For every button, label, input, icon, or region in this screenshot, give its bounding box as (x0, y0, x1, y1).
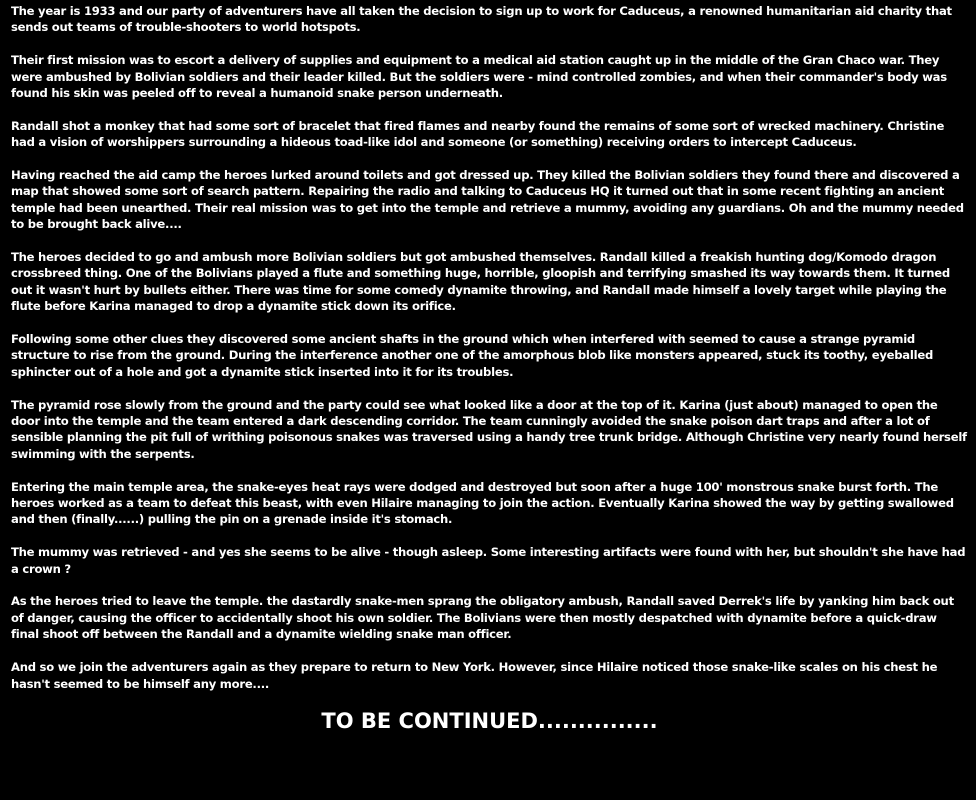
story-paragraph-11: And so we join the adventurers again as they prepare to return to New York. However, since Hilaire noticed those snake-like scales on his chest he hasn't seemed to be himself any more.... (11, 660, 938, 691)
story-paragraph-6: Following some other clues they discovered some ancient shafts in the ground which when interfered with seemed to cause a strange pyramid structure to rise from the ground. During the interference another one of the amorphous blob like monsters appeared, stuck its toothy, eyeballed sphincter out of a hole and got a dynamite stick inserted into it for its troubles. (11, 332, 933, 379)
story-paragraph-5: The heroes decided to go and ambush more Bolivian soldiers but got ambushed themselves. Randall killed a freakish hunting dog/Komodo dragon crossbreed thing. One of the Bolivians played a flute and something huge, horrible, gloopish and terrifying smashed its way towards them. It turned out it wasn't hurt by bullets either. There was time for some comedy dynamite throwing, and Randall made himself a lovely target while playing the flute before Karina managed to drop a dynamite stick down its orifice. (11, 250, 950, 314)
to-be-continued-heading: TO BE CONTINUED............... (321, 709, 658, 734)
story-paragraph-1: The year is 1933 and our party of adventurers have all taken the decision to sign up to work for Caduceus, a renowned humanitarian aid charity that sends out teams of trouble-shooters to world hotspots. (11, 4, 952, 35)
story-paragraph-10: As the heroes tried to leave the temple. the dastardly snake-men sprang the obligatory ambush, Randall saved Derrek's life by yanking him back out of danger, causing the officer to accidentally shoot his own soldier. The Bolivians were then mostly despatched with dynamite before a quick-draw final shoot off between the Randall and a dynamite wielding snake man officer. (11, 594, 954, 642)
story-paragraph-8: Entering the main temple area, the snake-eyes heat rays were dodged and destroyed but soon after a huge 100' monstrous snake burst forth. The heroes worked as a team to defeat this beast, with even Hilaire managing to join the action. Eventually Karina showed the way by getting swallowed and then (finally......) pulling the pin on a grenade inside it's stomach. (11, 479, 954, 527)
story-paragraph-3: Randall shot a monkey that had some sort of bracelet that fired flames and nearby found the remains of some sort of wrecked machinery. Christine had a vision of worshippers surrounding a hideous toad-like idol and someone (or something) receiving orders to intercept Caduceus. (11, 118, 945, 150)
story-paragraph-7: The pyramid rose slowly from the ground and the party could see what looked like a door at the top of it. Karina (just about) managed to open the door into the temple and the team entered a dark descending corridor. The team cunningly avoided the snake poison dart traps and after a lot of sensible planning the pit full of writhing poisonous snakes was traversed using a handy tree trunk bridge. Although Christine very nearly found herself swimming with the serpents. (11, 397, 967, 461)
story-paragraph-4: Having reached the aid camp the heroes lurked around toilets and got dressed up. They killed the Bolivian soldiers they found there and discovered a map that showed some sort of search pattern. Repairing the radio and talking to Caduceus HQ it turned out that in some recent fighting an ancient temple had been unearthed. Their real mission was to get into the temple and retrieve a mummy, avoiding any guardians. Oh and the mummy needed to be brought back alive.... (11, 168, 964, 232)
story-paragraph-2: Their first mission was to escort a delivery of supplies and equipment to a medical aid station caught up in the middle of the Gran Chaco war. They were ambushed by Bolivian soldiers and their leader killed. But the soldiers were - mind controlled zombies, and when their commander's body was found his skin was peeled off to reveal a humanoid snake person underneath. (11, 53, 947, 101)
story-paragraph-9: The mummy was retrieved - and yes she seems to be alive - though asleep. Some interesting artifacts were found with her, but shouldn't she have had a crown ? (11, 545, 966, 576)
